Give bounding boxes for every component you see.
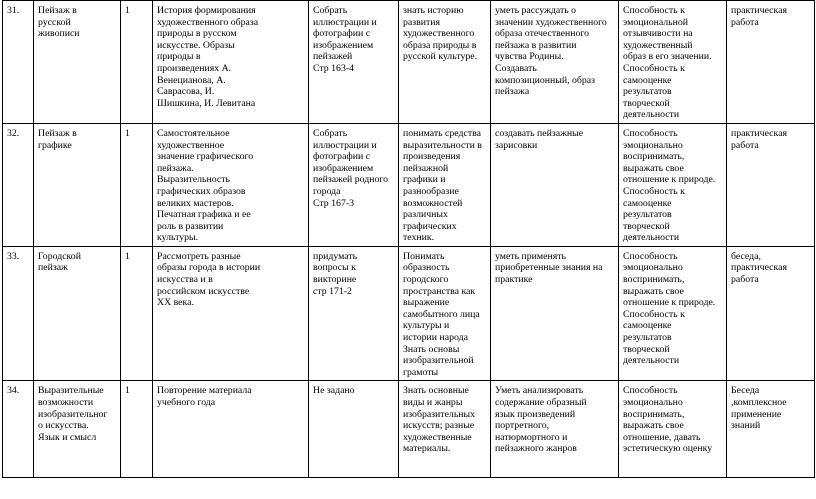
lesson-topic-cell: Пейзаж в русской живописи bbox=[34, 1, 121, 124]
lesson-number-cell: 34. bbox=[3, 381, 34, 478]
lesson-control-cell: Беседа ,комплексное применение знаний bbox=[727, 381, 815, 478]
lesson-content-cell: История формирования художественного образа природы в русском искусстве. Образы природы в произведениях А. Венецианова, А. Саврасова, И. Шишкина, И. Левитана bbox=[153, 1, 309, 124]
lesson-knowledge-cell: Понимать образность городского пространства как выражение самобытного лица культуры и истории народа Знать основы изобразительной грамоты bbox=[399, 246, 491, 381]
lesson-activity-cell: придумать вопросы к викторине стр 171-2 bbox=[309, 246, 399, 381]
lesson-hours-cell: 1 bbox=[121, 1, 153, 124]
lesson-skills-cell: Уметь анализировать содержание образный язык произведений портретного, натюрмортного и пейзажного жанров bbox=[491, 381, 619, 478]
lesson-content-cell: Повторение материала учебного года bbox=[153, 381, 309, 478]
lesson-content-cell: Самостоятельное художественное значение графического пейзажа. Выразительность графических образов великих мастеров. Печатная графика и ее роль в развитии культуры. bbox=[153, 123, 309, 246]
lesson-topic-cell: Пейзаж в графике bbox=[34, 123, 121, 246]
lesson-number-cell: 32. bbox=[3, 123, 34, 246]
lesson-personal-cell: Способность эмоционально воспринимать, выражать свое отношение к природе. Способность к самооценке результатов творческой деятельности bbox=[619, 246, 727, 381]
lesson-control-cell: беседа, практическая работа bbox=[727, 246, 815, 381]
table-row bbox=[3, 123, 815, 246]
lesson-control-cell: практическая работа bbox=[727, 123, 815, 246]
lesson-knowledge-cell: Знать основные виды и жанры изобразительных искусств; разные художественные материалы. bbox=[399, 381, 491, 478]
lesson-content-cell: Рассмотреть разные образы города в истории искусства и в российском искусстве XX века. bbox=[153, 246, 309, 381]
lesson-knowledge-cell: понимать средства выразительности в произведения пейзажной графики и разнообразие возможностей различных графических техник. bbox=[399, 123, 491, 246]
lesson-knowledge-cell: знать историю развития художественного образа природы в русской культуре. bbox=[399, 1, 491, 124]
lesson-skills-cell: уметь рассуждать о значении художественного образа отечественного пейзажа в развитии чувства Родины. Создавать композиционный, образ пейзажа bbox=[491, 1, 619, 124]
table-row bbox=[3, 246, 815, 381]
lesson-activity-cell: Не задано bbox=[309, 381, 399, 478]
lesson-hours-cell: 1 bbox=[121, 381, 153, 478]
lesson-topic-cell: Выразительные возможности изобразительног о искусства. Язык и смысл bbox=[34, 381, 121, 478]
lesson-topic-cell: Городской пейзаж bbox=[34, 246, 121, 381]
lesson-skills-cell: уметь применять приобретенные знания на практике bbox=[491, 246, 619, 381]
lesson-hours-cell: 1 bbox=[121, 246, 153, 381]
lesson-control-cell: практическая работа bbox=[727, 1, 815, 124]
table-row bbox=[3, 1, 815, 124]
lesson-personal-cell: Способность эмоционально воспринимать, выражать свое отношение к природе. Способность к самооценке результатов творческой деятельности bbox=[619, 123, 727, 246]
table-row bbox=[3, 381, 815, 478]
lesson-activity-cell: Собрать иллюстрации и фотографии с изображением пейзажей родного города Стр 167-3 bbox=[309, 123, 399, 246]
lesson-hours-cell: 1 bbox=[121, 123, 153, 246]
lesson-number-cell: 33. bbox=[3, 246, 34, 381]
lesson-plan-table bbox=[2, 0, 815, 478]
lesson-skills-cell: создавать пейзажные зарисовки bbox=[491, 123, 619, 246]
lesson-activity-cell: Собрать иллюстрации и фотографии с изображением пейзажей Стр 163-4 bbox=[309, 1, 399, 124]
lesson-personal-cell: Способность к эмоциональной отзывчивости на художественный образ в его значении. Способность к самооценке результатов творческой деятельности bbox=[619, 1, 727, 124]
lesson-number-cell: 31. bbox=[3, 1, 34, 124]
lesson-personal-cell: Способность эмоционально воспринимать, выражать свое отношение, давать эстетическую оценку bbox=[619, 381, 727, 478]
